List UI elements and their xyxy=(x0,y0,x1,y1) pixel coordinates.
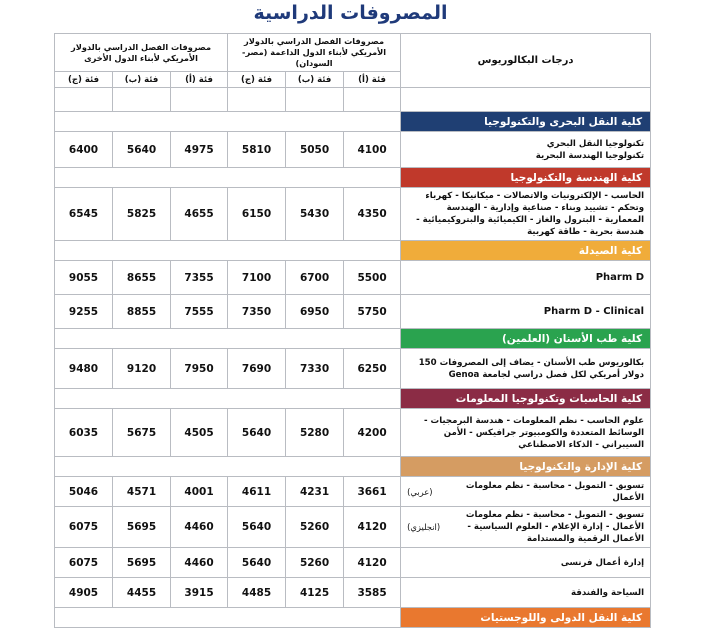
fee-value: 4905 xyxy=(55,578,113,608)
fee-value: 4120 xyxy=(344,548,401,578)
fee-value: 7555 xyxy=(171,295,228,329)
college-name: كلية النقل الدولى واللوجستيات xyxy=(401,608,651,628)
fee-value: 4120 xyxy=(344,507,401,548)
college-header-blank xyxy=(55,112,401,132)
program-name xyxy=(401,578,651,608)
fee-value: 6075 xyxy=(55,548,113,578)
fee-value: 5750 xyxy=(344,295,401,329)
program-name xyxy=(401,295,651,329)
college-header-row xyxy=(55,112,651,132)
program-name xyxy=(401,349,651,389)
college-header-row xyxy=(55,457,651,477)
college-name: كلية الهندسة والتكنولوجيا xyxy=(401,168,651,188)
fee-value: 9055 xyxy=(55,261,113,295)
fees-table-container xyxy=(54,33,650,624)
fee-value: 4100 xyxy=(344,132,401,168)
fee-value: 5050 xyxy=(286,132,344,168)
program-name xyxy=(401,188,651,241)
fee-value: 5260 xyxy=(286,507,344,548)
program-text: تسويق - التمويل - محاسبة - نظم معلومات الأعمال xyxy=(465,480,645,503)
program-row xyxy=(55,261,651,295)
fee-value: 4231 xyxy=(286,477,344,507)
program-row xyxy=(55,477,651,507)
fee-value: 3585 xyxy=(344,578,401,608)
fee-value: 4611 xyxy=(228,477,286,507)
college-header-row xyxy=(55,168,651,188)
fee-value: 7950 xyxy=(171,349,228,389)
college-header-row xyxy=(55,608,651,628)
program-text: تكنولوجيا النقل البحري تكنولوجيا الهندسة البحرية xyxy=(535,138,645,161)
fee-value: 5810 xyxy=(228,132,286,168)
college-header-row xyxy=(55,241,651,261)
fee-value: 5260 xyxy=(286,548,344,578)
college-header-row xyxy=(55,329,651,349)
program-name xyxy=(401,477,651,507)
fee-value: 4455 xyxy=(113,578,171,608)
fee-value: 6150 xyxy=(228,188,286,241)
fee-value: 4975 xyxy=(171,132,228,168)
fee-value: 8855 xyxy=(113,295,171,329)
program-name xyxy=(401,409,651,457)
fee-value: 6250 xyxy=(344,349,401,389)
fee-value: 6035 xyxy=(55,409,113,457)
category-header: فئة (أ) xyxy=(171,72,228,88)
program-row xyxy=(55,548,651,578)
fee-value: 8655 xyxy=(113,261,171,295)
program-text: تسويق - التمويل - محاسبة - نظم معلومات الأعمال - إدارة الإعلام - العلوم السياسية - الأعمال الرقمية والمستدامة xyxy=(465,510,645,544)
program-name xyxy=(401,507,651,548)
fee-value: 6950 xyxy=(286,295,344,329)
fee-value: 9120 xyxy=(113,349,171,389)
program-row xyxy=(55,578,651,608)
program-text: Pharm D - Clinical xyxy=(543,305,645,317)
program-text: Pharm D xyxy=(595,271,645,283)
fee-value: 4125 xyxy=(286,578,344,608)
college-name: كلية النقل البحرى والتكنولوجيا xyxy=(401,112,651,132)
college-header-row xyxy=(55,389,651,409)
fee-value: 4001 xyxy=(171,477,228,507)
fee-value: 9255 xyxy=(55,295,113,329)
fee-value: 5430 xyxy=(286,188,344,241)
program-row xyxy=(55,132,651,168)
fee-value: 9480 xyxy=(55,349,113,389)
category-header: فئة (ب) xyxy=(286,72,344,88)
fee-value: 7355 xyxy=(171,261,228,295)
fee-value: 4571 xyxy=(113,477,171,507)
category-header: فئة (ب) xyxy=(113,72,171,88)
program-name xyxy=(401,132,651,168)
fee-value: 5046 xyxy=(55,477,113,507)
fee-value: 5695 xyxy=(113,548,171,578)
college-header-blank xyxy=(55,389,401,409)
fee-value: 5825 xyxy=(113,188,171,241)
college-name: كلية طب الأسنان (العلمين) xyxy=(401,329,651,349)
program-row xyxy=(55,409,651,457)
college-header-blank xyxy=(55,608,401,628)
fee-value: 5695 xyxy=(113,507,171,548)
college-name: كلية الصيدلة xyxy=(401,241,651,261)
college-name: كلية الحاسبات وتكنولوجيا المعلومات xyxy=(401,389,651,409)
spacer-row xyxy=(55,88,651,112)
program-row xyxy=(55,507,651,548)
fee-value: 4460 xyxy=(171,507,228,548)
program-text: علوم الحاسب - نظم المعلومات - هندسة البرمجيات - الوسائط المتعددة والكومبيوتر جرافيكس - الأمن السيبراني - الذكاء الاصطناعي xyxy=(424,415,645,450)
fee-value: 5640 xyxy=(228,548,286,578)
program-row xyxy=(55,295,651,329)
college-header-blank xyxy=(55,241,401,261)
program-row xyxy=(55,188,651,241)
other-countries-header: مصروفات الفصل الدراسي بالدولار الأمريكي لأبناء الدول الأخرى xyxy=(55,34,228,72)
fee-value: 6545 xyxy=(55,188,113,241)
fee-value: 4505 xyxy=(171,409,228,457)
program-name xyxy=(401,548,651,578)
fee-value: 5500 xyxy=(344,261,401,295)
language-note: (عربي) xyxy=(407,486,433,497)
college-header-blank xyxy=(55,457,401,477)
fee-value: 6400 xyxy=(55,132,113,168)
program-text: الحاسب - الإلكترونيات والاتصالات - ميكانيكا - كهرباء وتحكم - تشييد وبناء - صناعية وإدارية - الهندسة المعمارية - البترول والغاز - الكيميائية والبتروكيميائية - هندسة بحرية - طاقة كهربية xyxy=(416,191,645,237)
fees-table xyxy=(54,33,651,628)
language-note: (انجليزي) xyxy=(407,522,441,532)
college-name: كلية الإدارة والتكنولوجيا xyxy=(401,457,651,477)
category-header: فئة (ج) xyxy=(55,72,113,88)
fee-value: 3661 xyxy=(344,477,401,507)
fee-value: 5640 xyxy=(228,409,286,457)
fee-value: 7330 xyxy=(286,349,344,389)
supported-countries-header: مصروفات الفصل الدراسي بالدولار الأمريكي لأبناء الدول الداعمة (مصر-السودان) xyxy=(228,34,401,72)
fee-value: 4460 xyxy=(171,548,228,578)
fee-value: 5675 xyxy=(113,409,171,457)
fee-value: 5640 xyxy=(228,507,286,548)
program-row xyxy=(55,349,651,389)
fee-value: 5640 xyxy=(113,132,171,168)
fee-value: 6700 xyxy=(286,261,344,295)
program-name xyxy=(401,261,651,295)
fee-value: 7690 xyxy=(228,349,286,389)
fee-value: 4350 xyxy=(344,188,401,241)
program-text: السياحة والفندقة xyxy=(571,587,645,598)
fee-value: 6075 xyxy=(55,507,113,548)
fee-value: 7100 xyxy=(228,261,286,295)
degree-header: درجات البكالوريوس xyxy=(401,34,651,88)
fee-value: 4485 xyxy=(228,578,286,608)
category-header: فئة (ج) xyxy=(228,72,286,88)
program-text: إدارة أعمال فرنسى xyxy=(560,557,645,568)
program-text: بكالوريوس طب الأسنان - يضاف إلى المصروفات 150 دولار أمريكي لكل فصل دراسي لجامعة Genoa xyxy=(418,357,645,380)
fee-value: 7350 xyxy=(228,295,286,329)
fee-value: 4655 xyxy=(171,188,228,241)
fee-value: 5280 xyxy=(286,409,344,457)
fee-value: 4200 xyxy=(344,409,401,457)
page-title: المصروفات الدراسية xyxy=(253,2,448,24)
fees-table-body xyxy=(55,88,651,628)
college-header-blank xyxy=(55,329,401,349)
category-header: فئة (أ) xyxy=(344,72,401,88)
fee-value: 3915 xyxy=(171,578,228,608)
college-header-blank xyxy=(55,168,401,188)
